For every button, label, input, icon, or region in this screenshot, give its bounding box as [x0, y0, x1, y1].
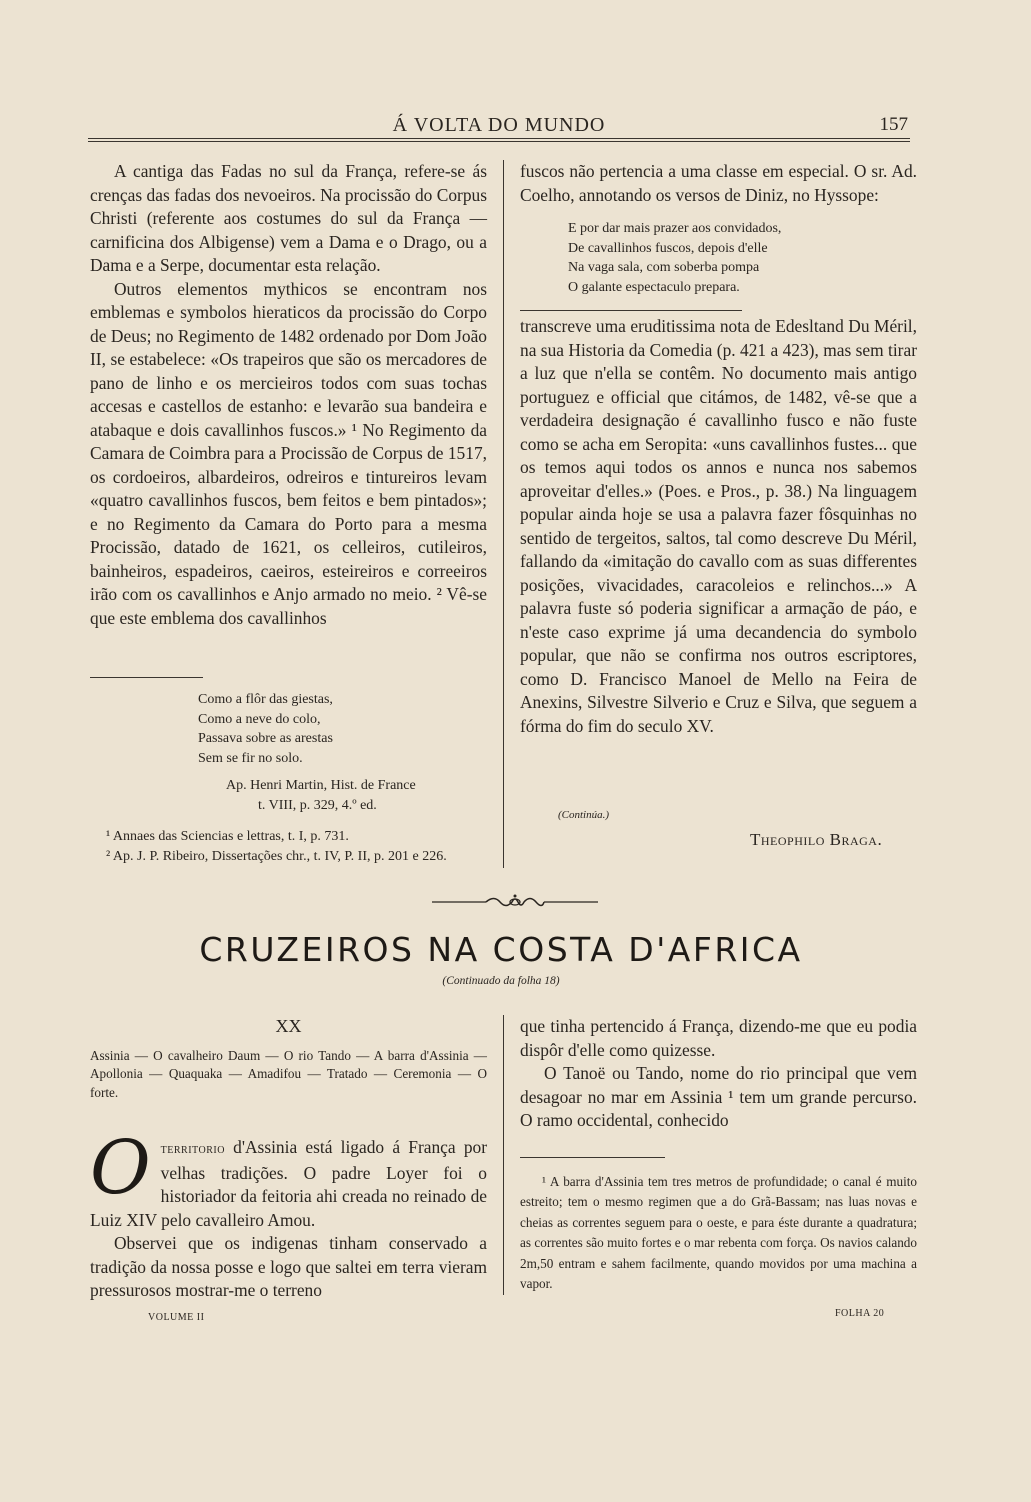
paragraph: O Tanoë ou Tando, nome do rio principal que vem desagoar no mar em Assinia ¹ tem um grande percurso. O ramo occidental, conhecido	[520, 1063, 917, 1130]
footnote: ² Ap. J. P. Ribeiro, Dissertações chr., t. IV, P. II, p. 201 e 226.	[106, 848, 447, 864]
page-number: 157	[879, 114, 908, 135]
section-left-column	[90, 1015, 487, 1303]
footnote-notes	[90, 827, 487, 866]
paragraph: fuscos não pertencia a uma classe em especial. O sr. Ad. Coelho, annotando os versos de Diniz, no Hyssope:	[520, 161, 917, 205]
chapter-summary: Assinia — O cavalheiro Daum — O rio Tando — A barra d'Assinia — Apollonia — Quaquaka — Amadifou — Tratado — Ceremonia — O forte.	[90, 1047, 487, 1100]
footnote-citation	[226, 776, 487, 815]
drop-cap: O	[90, 1125, 151, 1211]
running-header	[88, 112, 910, 139]
column-divider	[503, 1015, 504, 1295]
paragraph: Observei que os indigenas tinham conservado a tradição da nossa posse e logo que saltei em terra vieram pressurosos mostrar-me o terreno	[90, 1233, 487, 1300]
article-left-column	[90, 160, 487, 630]
section-title: CRUZEIROS NA COSTA D'AFRICA	[199, 930, 803, 969]
section-subtitle: (Continuado da folha 18)	[442, 975, 560, 987]
journal-title: Á VOLTA DO MUNDO	[392, 114, 606, 136]
paragraph: transcreve uma eruditissima nota de Edesltand Du Méril, na sua Historia da Comedia (p. 421 a 423), mas sem tirar a luz que n'ella se contêm. No documento mais antigo portuguez e official que citámos, de 1482, vê-se que a verdadeira designação é cavallinho fusco e não fuste como se acha em Seropita: «uns cavallinhos fustes... que os temos aqui todos os annos e nunca nos sabemos aproveitar d'elles.» (Poes. e Pros., p. 38.) Na linguagem popular ainda hoje se usa a palavra fazer fôsquinhas no sentido de tergeitos, saltos, tal como descreve Du Méril, fallando da «imitação do cavallo com as suas differentes posições, vivacidades, caracoleios e relinchos...» A palavra fuste só poderia significar a armação de páo, e n'este caso exprime já uma decandencia do symbolo popular, que não se confirma nos outros escriptores, como D. Francisco Manoel de Mello na Feira de Anexins, Silvestre Silverio e Cruz e Silva, que seguem a fórma do fim do seculo XV.	[520, 316, 917, 736]
verse-line: Como a flôr das giestas,	[198, 692, 333, 707]
section-right-column	[520, 1015, 917, 1295]
header-double-rule	[88, 141, 910, 142]
verse-line: Na vaga sala, com soberba pompa	[568, 260, 760, 275]
opening-word: territorio	[160, 1142, 225, 1157]
article-right-column	[520, 160, 917, 738]
paragraph: A cantiga das Fadas no sul da França, refere-se ás crenças das fadas dos nevoeiros. Na procissão do Corpus Christi (referente aos costumes do sul da França — carnificina dos Albigense) vem a Dama e o Drago, ou a Dama e a Serpe, documentar esta relação.	[90, 161, 487, 275]
verse-line: Como a neve do colo,	[198, 711, 321, 727]
paragraph: que tinha pertencido á França, dizendo-me que eu podia dispôr d'elle como quizesse.	[520, 1016, 917, 1060]
fleuron-ornament-icon	[430, 893, 600, 911]
folha-signature: FOLHA 20	[835, 1308, 885, 1319]
paragraph: Outros elementos mythicos se encontram nos emblemas e symbolos hieraticos da procissão do Corpo de Deus; no Regimento de 1482 ordenado por Dom João II, se estabelece: «Os trapeiros que são os mercadores de pano de linho e os mercieiros todos com suas tochas accesas e castellos de estanho: e levarão sua bandeira e atabaque e dois cavallinhos fuscos.» ¹ No Regimento da Camara de Coimbra para a Procissão de Corpus de 1517, os cordoeiros, albardeiros, odreiros e tintureiros levam «quatro cavallinhos fuscos, bem feitos e bem pintados»; e no Regimento da Camara do Porto para a mesma Procissão, datado de 1621, os celleiros, cutileiros, bainheiros, espadeiros, caeiros, esteireiros e correeiros irão com os cavallinhos e Anjo armado no meio. ² Vê-se que este emblema dos cavallinhos	[90, 278, 487, 628]
footnote-verse	[198, 690, 487, 768]
verse-rule	[520, 310, 742, 311]
opening-text: d'Assinia está ligado á França por velhas tradições. O padre Loyer foi o historiador da feitoria ahi creada no reinado de Luiz XIV pelo cavalleiro Amou.	[90, 1137, 487, 1230]
volume-signature: VOLUME II	[148, 1312, 205, 1323]
footnote: ¹ A barra d'Assinia tem tres metros de profundidade; o canal é muito estreito; tem o mesmo regimen que a do Grã-Bassam; nas luas novas e cheias as correntes seguem para o oeste, e para éste durante a quadratura; as correntes são muito fortes e o mar rebenta com força. Os navios calando 2m,50 entram e sahem facilmente, quando movidos por uma machina a vapor.	[520, 1173, 917, 1291]
continua-note: (Continúa.)	[558, 809, 610, 821]
verse-quote	[568, 219, 917, 297]
verse-line: De cavallinhos fuscos, depois d'elle	[568, 240, 768, 256]
verse-line: Passava sobre as arestas	[198, 731, 333, 746]
footnote-rule	[520, 1157, 665, 1158]
author-signature: Theophilo Braga.	[750, 830, 883, 849]
verse-line: Sem se fir no solo.	[198, 750, 303, 766]
verse-line: O galante espectaculo prepara.	[568, 279, 740, 295]
citation-line: Ap. Henri Martin, Hist. de France	[226, 778, 416, 793]
citation-line: t. VIII, p. 329, 4.º ed.	[258, 797, 377, 813]
left-footnotes	[90, 690, 487, 866]
verse-line: E por dar mais prazer aos convidados,	[568, 221, 782, 236]
footnote-rule	[90, 677, 203, 678]
chapter-number: XX	[275, 1016, 302, 1036]
footnote: ¹ Annaes das Sciencias e lettras, t. I, p. 731.	[106, 829, 349, 844]
opening-paragraph	[90, 1125, 487, 1232]
column-divider	[503, 160, 504, 868]
